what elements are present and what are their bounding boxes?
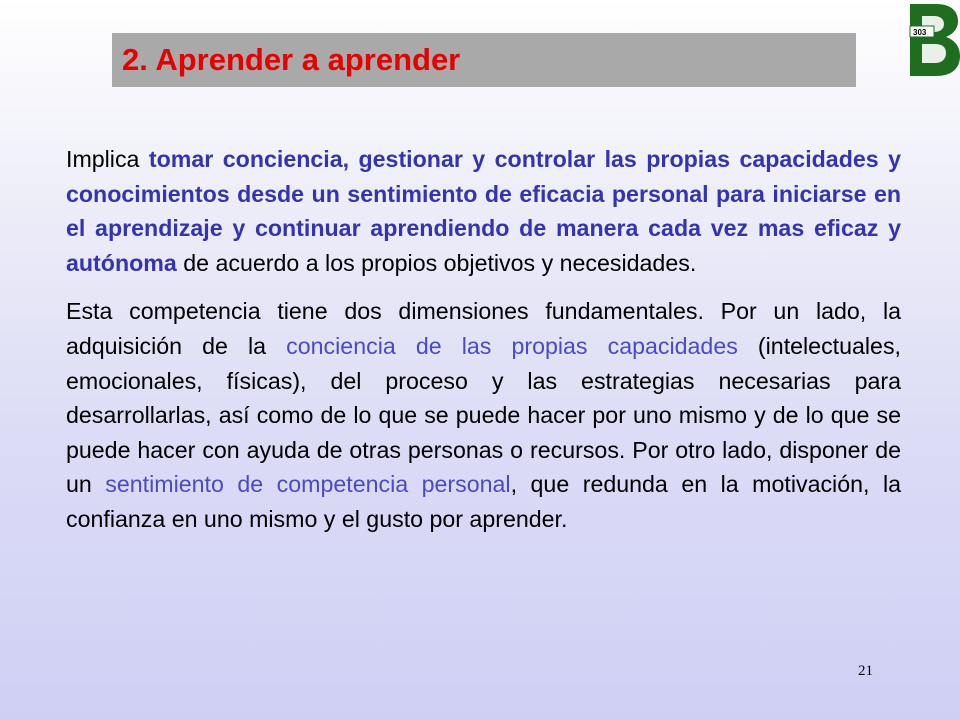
logo-b-icon — [906, 0, 960, 78]
highlighted-term: conciencia de las propias capacidades — [286, 332, 738, 359]
paragraph-dimensions — [66, 294, 901, 536]
highlighted-term: sentimiento de competencia personal — [105, 471, 511, 498]
logo-tag: 303 — [913, 28, 927, 37]
slide-body — [66, 142, 901, 537]
slide-title: 2. Aprender a aprender — [122, 42, 461, 77]
text-segment: (intelectuales, emocionales, físicas), del proceso y las estrategias necesarias para desarrollarlas, así como de lo que se puede hacer por uno mismo y de lo que se puede hacer con ayuda de otras personas o recursos. Por otro lado, disponer de un — [66, 332, 901, 498]
text-segment: Implica — [66, 146, 149, 172]
highlighted-definition: tomar conciencia, gestionar y controlar las propias capacidades y conocimientos desde un sentimiento de eficacia personal para iniciarse en el aprendizaje y continuar aprendiendo de manera cada vez mas eficaz y autónoma — [66, 146, 901, 276]
paragraph-definition — [66, 142, 901, 280]
page-number: 21 — [858, 663, 873, 679]
text-segment: Esta competencia tiene dos dimensiones fundamentales. Por un lado, la adquisición de la — [66, 298, 901, 359]
title-bar — [112, 33, 856, 87]
text-segment: de acuerdo a los propios objetivos y necesidades. — [176, 249, 697, 276]
text-segment: , que redunda en la motivación, la confianza en uno mismo y el gusto por aprender. — [66, 471, 901, 532]
